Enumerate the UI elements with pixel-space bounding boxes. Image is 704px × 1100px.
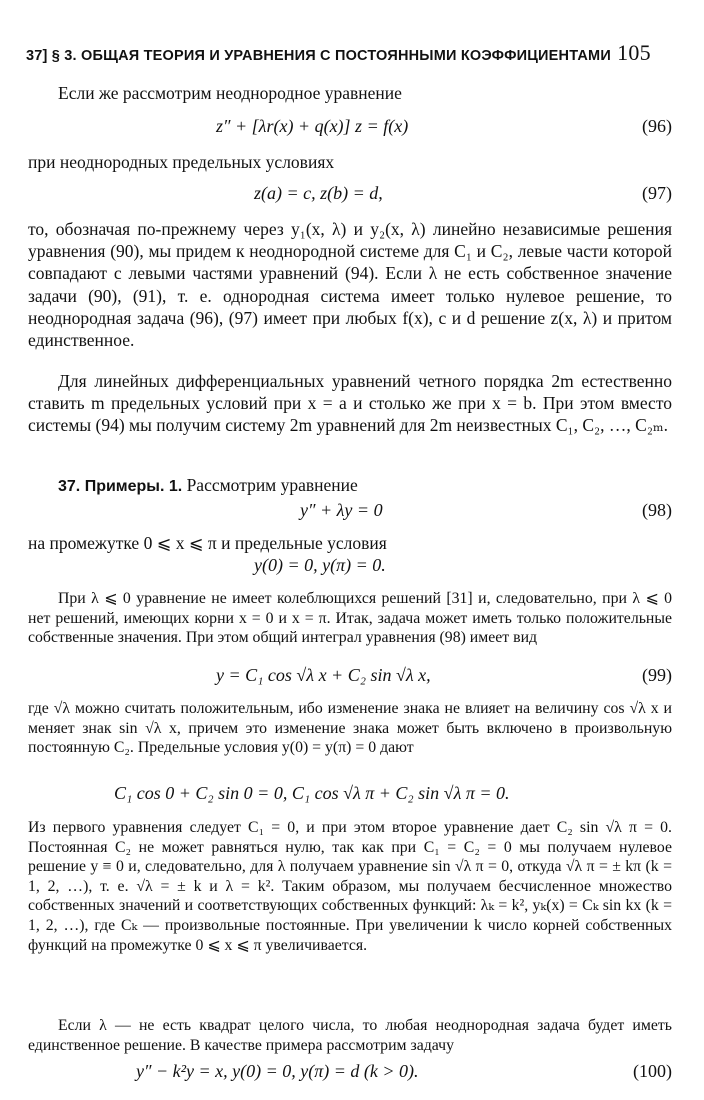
equation-96-number: (96)	[642, 116, 672, 136]
equation-98-formula: y″ + λy = 0	[300, 500, 383, 520]
equation-99	[28, 665, 672, 691]
paragraph-nonhomogeneous-system: то, обозначая по-прежнему через y₁(x, λ) и y₂(x, λ) линейно независимые решения уравнения (90), мы придем к неоднородной системе для C₁ и C₂, левые части которой совпадают с левыми частями уравнений (94). Если λ не есть собственное значение задачи (90), (91), т. е. однородная система имеет только нулевое решение, то неоднородная задача (96), (97) имеет при любых f(x), c и d решение z(x, λ) и притом единственное.	[28, 219, 672, 351]
equation-boundary-values	[28, 555, 672, 581]
equation-100-formula: y″ − k²y = x, y(0) = 0, y(π) = d (k > 0).	[136, 1061, 419, 1081]
equation-100-number: (100)	[633, 1061, 672, 1081]
equation-100	[28, 1061, 672, 1087]
paragraph-boundary-conditions: при неоднородных предельных условиях	[28, 152, 335, 172]
equation-system	[28, 783, 672, 809]
header-title: 37] § 3. ОБЩАЯ ТЕОРИЯ И УРАВНЕНИЯ С ПОСТОЯННЫМИ КОЭФФИЦИЕНТАМИ	[26, 48, 611, 64]
section-37-title: 37. Примеры. 1.	[58, 478, 183, 495]
equation-97	[28, 183, 672, 209]
paragraph-interval: на промежутке 0 ⩽ x ⩽ π и предельные условия	[28, 533, 387, 553]
equation-99-formula: y = C₁ cos √λ x + C₂ sin √λ x,	[216, 665, 431, 685]
paragraph-even-order: Для линейных дифференциальных уравнений четного порядка 2m естественно ставить m предельных условий при x = a и столько же при x = b. При этом вместо системы (94) мы получим систему 2m уравнений для 2m неизвестных C₁, C₂, …, C₂ₘ.	[28, 371, 672, 436]
equation-98	[28, 500, 672, 526]
running-header	[26, 40, 674, 66]
page-number: 105	[617, 40, 651, 65]
equation-97-number: (97)	[642, 183, 672, 203]
paragraph-intro: Если же рассмотрим неоднородное уравнение	[58, 83, 402, 103]
equation-98-number: (98)	[642, 500, 672, 520]
equation-boundary-values-formula: y(0) = 0, y(π) = 0.	[254, 555, 386, 575]
equation-96	[28, 116, 672, 142]
paragraph-sqrt-lambda: где √λ можно считать положительным, ибо изменение знака не влияет на величину cos √λ x и меняет знак sin √λ x, причем это изменение знака может быть включено в произвольную постоянную C₂. Предельные условия y(0) = y(π) = 0 дают	[28, 700, 672, 757]
equation-96-formula: z″ + [λr(x) + q(x)] z = f(x)	[216, 116, 409, 136]
equation-99-number: (99)	[642, 665, 672, 685]
paragraph-unique-solution: Если λ — не есть квадрат целого числа, то любая неоднородная задача будет иметь единственное решение. В качестве примера рассмотрим задачу	[28, 1017, 672, 1054]
equation-system-formula: C₁ cos 0 + C₂ sin 0 = 0, C₁ cos √λ π + C₂ sin √λ π = 0.	[114, 783, 510, 803]
section-37-heading	[28, 474, 672, 498]
paragraph-lambda-sign: При λ ⩽ 0 уравнение не имеет колеблющихся решений [31] и, следовательно, при λ ⩽ 0 нет решений, имеющих корни x = 0 и x = π. Итак, задача может иметь только положительные собственные значения. При этом общий интеграл уравнения (98) имеет вид	[28, 590, 672, 647]
paragraph-eigenvalues: Из первого уравнения следует C₁ = 0, и при этом второе уравнение дает C₂ sin √λ π = 0. Постоянная C₂ не может равняться нулю, так как при C₁ = C₂ = 0 мы получаем нулевое решение y ≡ 0 и, следовательно, для λ получаем уравнение sin √λ π = 0, откуда √λ π = ± kπ (k = 1, 2, …), т. е. √λ = ± k и λ = k². Таким образом, мы получаем бесчисленное множество собственных значений и соответствующих собственных функций: λₖ = k², yₖ(x) = Cₖ sin kx (k = 1, 2, …), где Cₖ — произвольные постоянные. При увеличении k число корней собственных функций на промежутке 0 ⩽ x ⩽ π увеличивается.	[28, 819, 673, 954]
section-37-intro: Рассмотрим уравнение	[186, 475, 358, 495]
equation-97-formula: z(a) = c, z(b) = d,	[254, 183, 383, 203]
